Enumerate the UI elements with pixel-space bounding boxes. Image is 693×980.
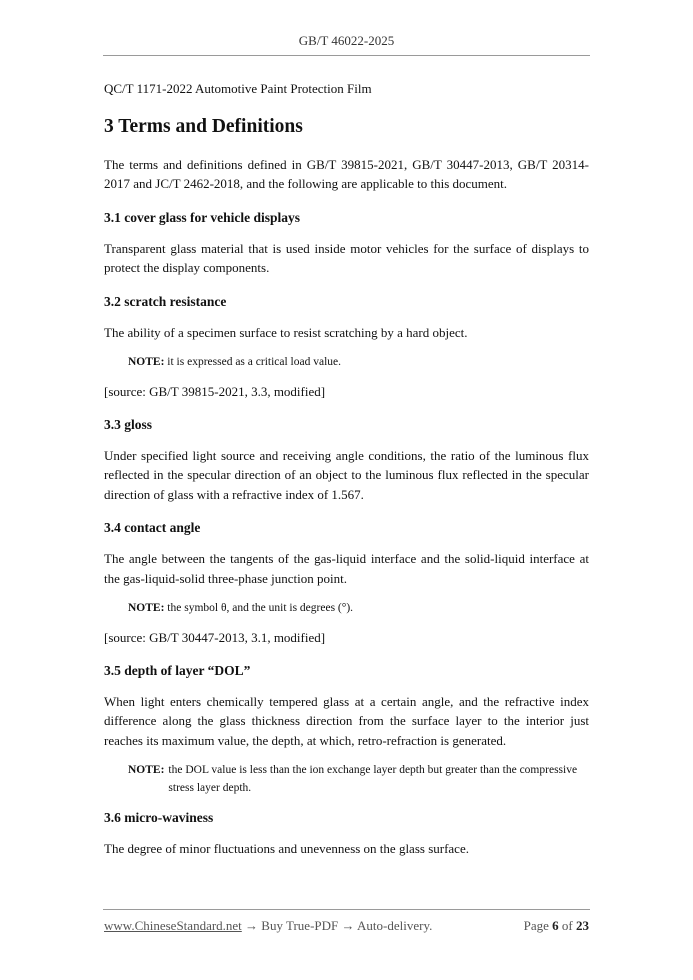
site-link[interactable]: www.ChineseStandard.net [104,918,242,933]
term-definition: When light enters chemically tempered glass at a certain angle, and the refractive index difference along the glass thickness direction from the surface layer to the interior just reaches its maximum value, the depth, at which, retro-refraction is generated. [104,693,589,748]
note-label: NOTE: [128,764,165,776]
term-note [104,353,589,371]
term-source: [source: GB/T 39815-2021, 3.3, modified] [104,384,326,399]
auto-delivery-text: Auto-delivery. [357,918,433,933]
term-title: 3.3 gloss [104,416,153,432]
page-indicator [524,918,589,934]
section-title: 3 Terms and Definitions [104,115,303,137]
term-definition: Transparent glass material that is used inside motor vehicles for the surface of displays to protect the display components. [104,240,589,275]
term-title: 3.4 contact angle [104,520,201,535]
term-title: 3.6 micro-waviness [104,810,214,825]
page-total: 23 [576,918,589,933]
arrow-icon: → [245,918,259,933]
term-note [104,599,589,617]
term-title: 3.5 depth of layer “DOL” [104,662,251,678]
note-text: it is expressed as a critical load value. [167,356,342,368]
buy-pdf-text: Buy True-PDF [261,918,339,933]
term-source: [source: GB/T 30447-2013, 3.1, modified] [104,630,326,645]
footer-rule [103,909,590,910]
term-definition: The angle between the tangents of the gas-liquid interface and the solid-liquid interface at the gas-liquid-solid three-phase junction point. [104,551,589,586]
note-label: NOTE: [128,602,165,614]
term-title: 3.1 cover glass for vehicle displays [104,209,300,225]
note-label: NOTE: [128,356,165,368]
page-body [104,79,589,859]
reference-line: QC/T 1171-2022 Automotive Paint Protection Film [104,81,372,96]
note-text: the DOL value is less than the ion exchange layer depth but greater than the compressive stress layer depth. [168,764,578,794]
footer-links [104,918,432,934]
term-definition: The ability of a specimen surface to resist scratching by a hard object. [104,324,468,340]
term-definition: Under specified light source and receiving angle conditions, the ratio of the luminous flux reflected in the specular direction of an object to the luminous flux reflected in the specular direction of glass with a refractive index of 1.567. [104,447,589,502]
page-number: 6 [552,918,559,933]
header-rule [103,55,590,56]
page-footer [104,918,589,934]
note-text: the symbol θ, and the unit is degrees (°). [167,602,354,614]
section-intro: The terms and definitions defined in GB/T 39815-2021, GB/T 30447-2013, GB/T 20314-2017 and JC/T 2462-2018, and the following are applicable to this document. [104,156,589,191]
running-header: GB/T 46022-2025 [298,33,395,48]
term-definition: The degree of minor fluctuations and unevenness on the glass surface. [104,841,469,856]
of-word: of [561,918,573,933]
page-word: Page [523,918,549,933]
arrow-icon: → [341,918,355,933]
term-note [104,761,589,797]
term-title: 3.2 scratch resistance [104,293,227,309]
